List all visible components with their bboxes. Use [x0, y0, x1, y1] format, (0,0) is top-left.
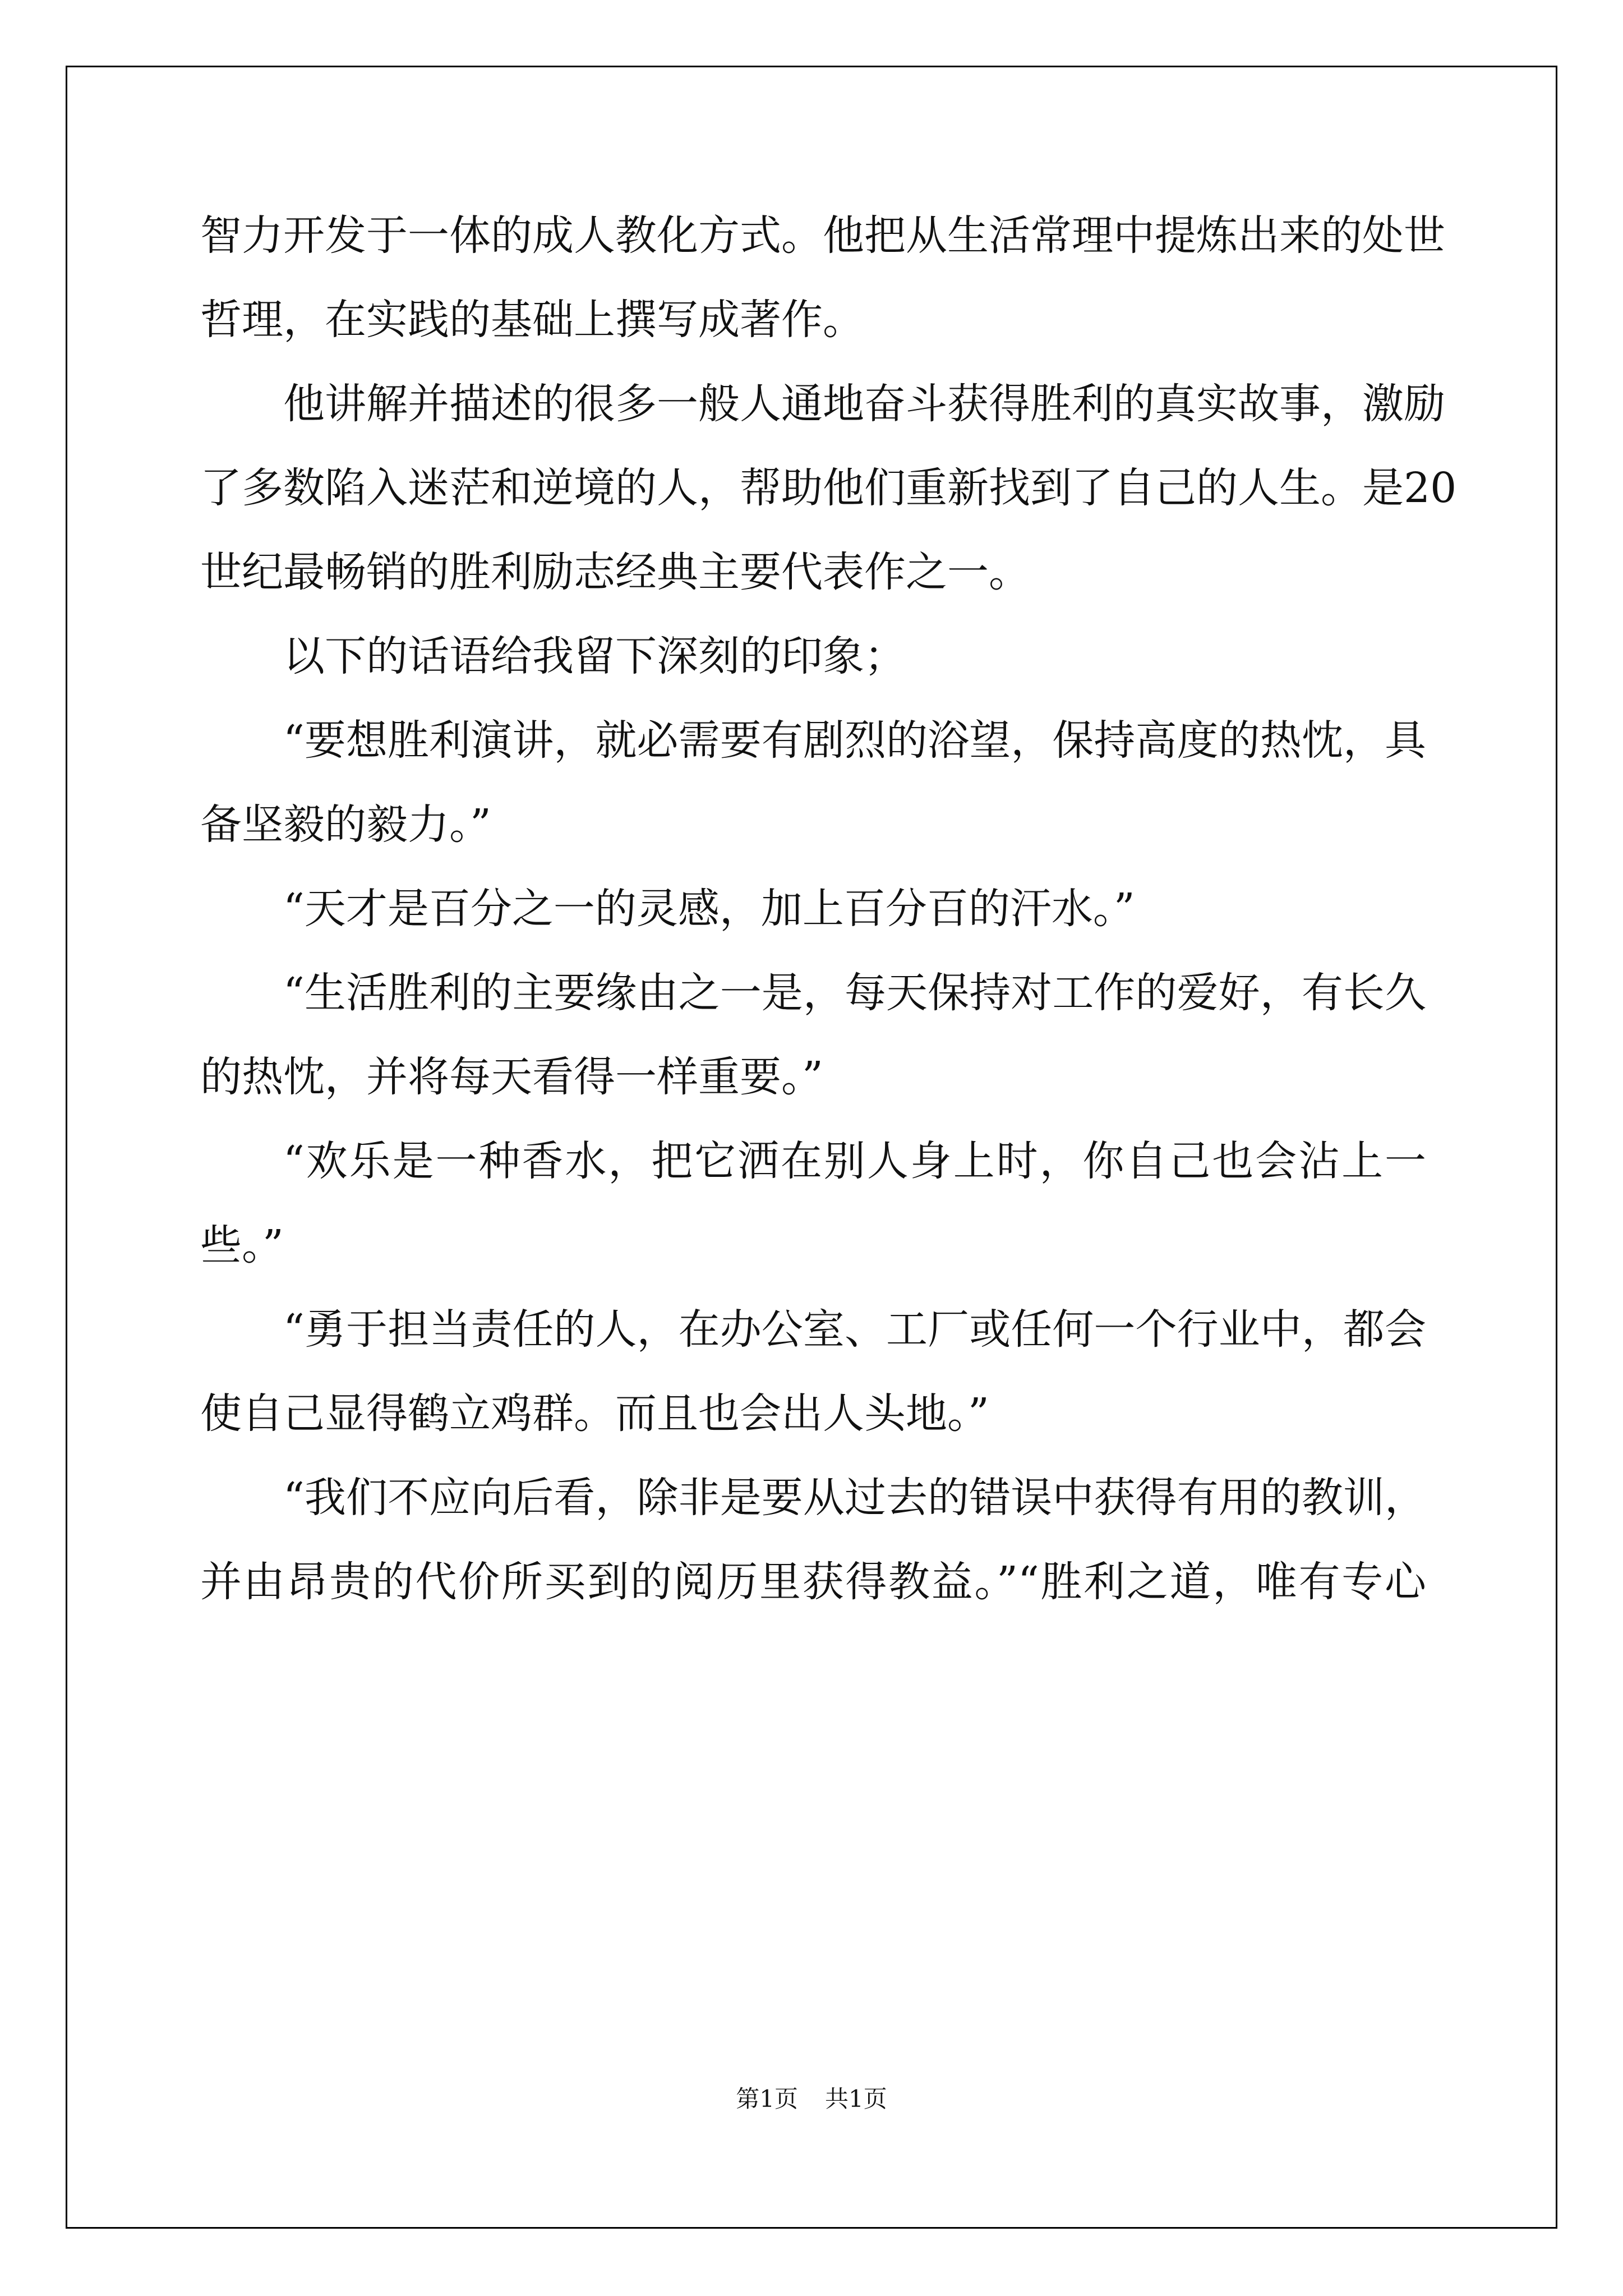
- document-line: 他讲解并描述的很多一般人通地奋斗获得胜利的真实故事，激励: [283, 380, 1445, 428]
- document-line: 使自己显得鹤立鸡群。而且也会出人头地。”: [200, 1389, 989, 1438]
- document-line: “天才是百分之一的灵感，加上百分百的汗水。”: [283, 885, 1135, 933]
- document-line: 了多数陷入迷茫和逆境的人，帮助他们重新找到了自己的人生。是20: [200, 464, 1457, 512]
- document-line: 的热忱，并将每天看得一样重要。”: [200, 1053, 823, 1101]
- document-line: 以下的话语给我留下深刻的印象；: [283, 632, 906, 680]
- document-line: 世纪最畅销的胜利励志经典主要代表作之一。: [200, 548, 1030, 596]
- document-line: “要想胜利演讲，就必需要有剧烈的浴望，保持高度的热忱，具: [283, 716, 1426, 765]
- page-number: 第1页: [736, 2085, 798, 2113]
- document-line: “我们不应向后看，除非是要从过去的错误中获得有用的教训，: [283, 1474, 1426, 1522]
- page-footer: [0, 2082, 1623, 2116]
- document-line: 并由昂贵的代价所买到的阅历里获得教益。”“胜利之道，唯有专心: [200, 1558, 1426, 1606]
- document-line: “生活胜利的主要缘由之一是，每天保持对工作的爱好，有长久: [283, 969, 1426, 1017]
- document-line: 备坚毅的毅力。”: [200, 800, 491, 849]
- document-line: 些。”: [200, 1221, 284, 1269]
- document-line: 哲理，在实践的基础上撰写成著作。: [200, 296, 864, 344]
- document-line: “勇于担当责任的人，在办公室、工厂或任何一个行业中，都会: [283, 1305, 1426, 1354]
- document-line: “欢乐是一种香水，把它洒在别人身上时，你自己也会沾上一: [283, 1137, 1426, 1185]
- page-total: 共1页: [825, 2085, 887, 2113]
- document-line: 智力开发于一体的成人教化方式。他把从生活常理中提炼出来的处世: [200, 211, 1445, 260]
